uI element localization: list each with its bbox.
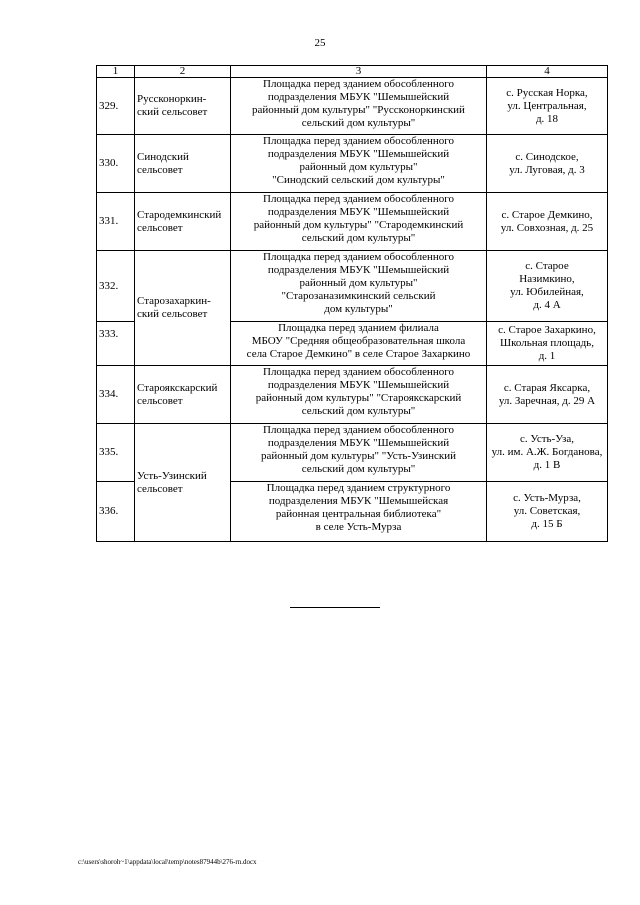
address-cell: с. Русская Норка, ул. Центральная, д. 18: [487, 78, 608, 135]
file-path-footer: c:\users\shoroh~1\appdata\local\temp\notes87944b\276-rn.docx: [78, 858, 257, 866]
row-number: 332.: [97, 251, 135, 322]
table-row: [97, 251, 608, 322]
row-number: 334.: [97, 366, 135, 424]
table-row: [97, 193, 608, 251]
table-row: [97, 366, 608, 424]
row-number: 329.: [97, 78, 135, 135]
row-number: 331.: [97, 193, 135, 251]
place-cell: Площадка перед зданием обособленного подразделения МБУК "Шемышейский районный дом культуры" "Старозаназимкинский сельский дом культуры": [231, 251, 487, 322]
header-cell: 3: [231, 66, 487, 78]
settlement-cell: Старозахаркин- ский сельсовет: [135, 251, 231, 366]
row-number: 336.: [97, 482, 135, 542]
place-cell: Площадка перед зданием структурного подразделения МБУК "Шемышейская районная центральная библиотека" в селе Усть-Мурза: [231, 482, 487, 542]
row-number: 335.: [97, 424, 135, 482]
table-row: [97, 78, 608, 135]
table-row: [97, 424, 608, 482]
settlement-cell: Усть-Узинский сельсовет: [135, 424, 231, 542]
address-cell: с. Синодское, ул. Луговая, д. 3: [487, 135, 608, 193]
place-cell: Площадка перед зданием обособленного подразделения МБУК "Шемышейский районный дом культуры" "Синодский сельский дом культуры": [231, 135, 487, 193]
header-cell: 4: [487, 66, 608, 78]
settlement-cell: Руссконоркин- ский сельсовет: [135, 78, 231, 135]
address-cell: с. Усть-Уза, ул. им. А.Ж. Богданова, д. 1 В: [487, 424, 608, 482]
header-cell: 2: [135, 66, 231, 78]
address-cell: с. Старая Яксарка, ул. Заречная, д. 29 А: [487, 366, 608, 424]
place-cell: Площадка перед зданием обособленного подразделения МБУК "Шемышейский районный дом культуры" "Староякскарский сельский дом культуры": [231, 366, 487, 424]
table-row: [97, 135, 608, 193]
settlement-cell: Староякскарский сельсовет: [135, 366, 231, 424]
table-header-row: [97, 66, 608, 78]
address-cell: с. Старое Назимкино, ул. Юбилейная, д. 4 А: [487, 251, 608, 322]
place-cell: Площадка перед зданием обособленного подразделения МБУК "Шемышейский районный дом культуры" "Усть-Узинский сельский дом культуры": [231, 424, 487, 482]
header-cell: 1: [97, 66, 135, 78]
page-number: 25: [314, 37, 326, 49]
address-cell: с. Старое Демкино, ул. Совхозная, д. 25: [487, 193, 608, 251]
row-number: 330.: [97, 135, 135, 193]
row-number: 333.: [97, 322, 135, 366]
settlement-cell: Синодский сельсовет: [135, 135, 231, 193]
place-cell: Площадка перед зданием обособленного подразделения МБУК "Шемышейский районный дом культуры" "Руссконоркинский сельский дом культуры": [231, 78, 487, 135]
settlement-cell: Стародемкинский сельсовет: [135, 193, 231, 251]
sites-table: [96, 65, 608, 542]
end-rule: [290, 607, 380, 608]
place-cell: Площадка перед зданием филиала МБОУ "Средняя общеобразовательная школа села Старое Демкино" в селе Старое Захаркино: [231, 322, 487, 366]
place-cell: Площадка перед зданием обособленного подразделения МБУК "Шемышейский районный дом культуры" "Стародемкинский сельский дом культуры": [231, 193, 487, 251]
address-cell: с. Старое Захаркино, Школьная площадь, д. 1: [487, 322, 608, 366]
address-cell: с. Усть-Мурза, ул. Советская, д. 15 Б: [487, 482, 608, 542]
